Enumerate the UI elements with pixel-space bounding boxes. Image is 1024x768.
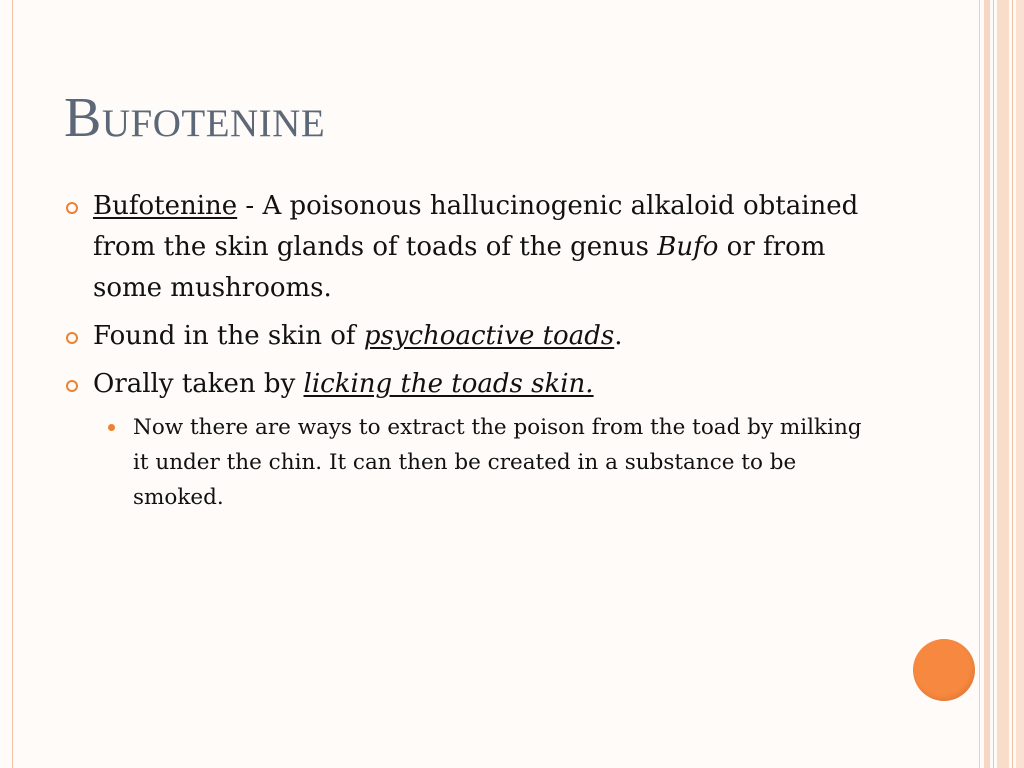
term-link[interactable]: Bufotenine bbox=[93, 191, 238, 221]
bullet-dot-icon bbox=[108, 424, 115, 431]
licking-toads-link[interactable]: licking the toads skin. bbox=[303, 369, 594, 399]
bullet-list bbox=[66, 186, 876, 515]
bullet-text: . bbox=[614, 321, 623, 351]
bullet-text: Found in the skin of bbox=[93, 321, 364, 351]
right-frame-stripe bbox=[997, 0, 1009, 768]
bullet-item bbox=[66, 316, 876, 357]
right-frame-stripe bbox=[984, 0, 990, 768]
slide-title: Bufotenine bbox=[64, 87, 326, 149]
right-frame-stripe bbox=[993, 0, 994, 768]
psychoactive-toads-link[interactable]: psychoactive toads bbox=[363, 321, 615, 351]
bullet-item bbox=[66, 186, 876, 309]
bullet-text: Orally taken by bbox=[93, 369, 304, 399]
bullet-item bbox=[66, 364, 876, 405]
bullet-ring-icon bbox=[66, 380, 78, 392]
bullet-text: - A poisonous hallucinogenic alkaloid obtained from the skin glands of toads of the genus bbox=[93, 191, 859, 262]
sub-bullet-item bbox=[106, 410, 876, 515]
sub-bullet-text: Now there are ways to extract the poison from the toad by milking it under the chin. It can then be created in a substance to be smoked. bbox=[133, 415, 862, 510]
italic-genus: Bufo bbox=[657, 232, 719, 262]
right-frame-stripe bbox=[979, 0, 980, 768]
bullet-ring-icon bbox=[66, 202, 78, 214]
left-frame-border bbox=[0, 0, 13, 768]
right-frame-stripe bbox=[1012, 0, 1013, 768]
bullet-text: or from some mushrooms. bbox=[93, 232, 826, 303]
bullet-ring-icon bbox=[66, 332, 78, 344]
right-frame-stripe bbox=[1016, 0, 1024, 768]
decorative-circle bbox=[913, 639, 975, 701]
